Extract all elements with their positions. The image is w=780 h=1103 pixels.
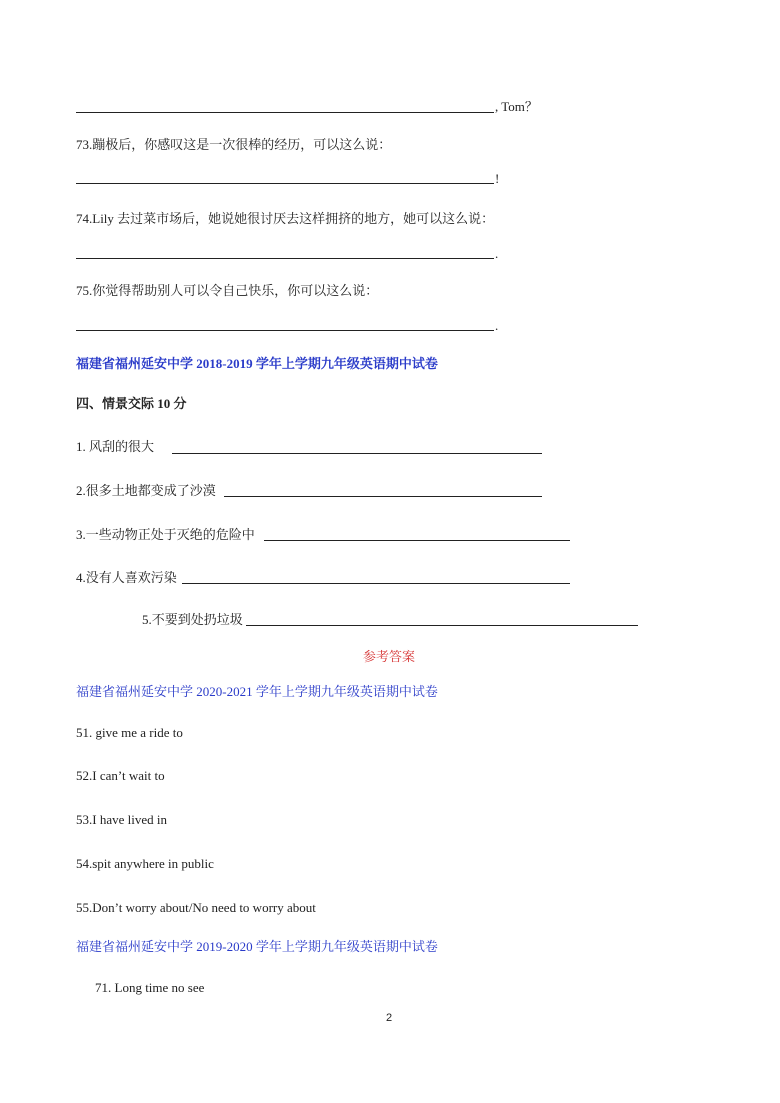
answer-line-item-2 xyxy=(224,496,542,497)
answer-line-73 xyxy=(76,183,494,184)
question-75: 75.你觉得帮助别人可以令自己快乐，你可以这么说： xyxy=(76,283,379,298)
answer-line-item-3 xyxy=(264,540,570,541)
answer-line-item-1 xyxy=(172,453,542,454)
section-2018-title: 福建省福州延安中学 2018-2019 学年上学期九年级英语期中试卷 xyxy=(76,356,438,371)
page-number: 2 xyxy=(386,1012,393,1024)
item-4: 4.没有人喜欢污染 xyxy=(76,570,177,585)
section-2020-title: 福建省福州延安中学 2020-2021 学年上学期九年级英语期中试卷 xyxy=(76,684,438,699)
answer-54: 54.spit anywhere in public xyxy=(76,856,214,871)
part-title: 四、情景交际 10 分 xyxy=(76,396,187,411)
answer-line-item-4 xyxy=(182,583,570,584)
item-5: 5.不要到处扔垃圾 xyxy=(142,612,243,627)
answer-51: 51. give me a ride to xyxy=(76,725,183,740)
answer-line-75 xyxy=(76,330,494,331)
q72-suffix: , Tom？ xyxy=(495,99,538,114)
item-3: 3.一些动物正处于灭绝的危险中 xyxy=(76,527,255,542)
answer-52: 52.I can’t wait to xyxy=(76,768,165,783)
answer-55: 55.Don’t worry about/No need to worry about xyxy=(76,900,316,915)
item-1: 1. 风刮的很大 xyxy=(76,439,155,454)
question-73: 73.蹦极后，你感叹这是一次很棒的经历，可以这么说： xyxy=(76,137,392,152)
q73-suffix: ! xyxy=(495,171,500,186)
answer-line-74 xyxy=(76,258,494,259)
item-2: 2.很多土地都变成了沙漠 xyxy=(76,483,216,498)
answer-53: 53.I have lived in xyxy=(76,812,167,827)
answers-heading: 参考答案 xyxy=(363,649,416,664)
answer-line-72 xyxy=(76,112,494,113)
answer-line-item-5 xyxy=(246,625,638,626)
q74-suffix: . xyxy=(495,246,499,261)
q75-suffix: . xyxy=(495,318,499,333)
answer-71: 71. Long time no see xyxy=(95,980,205,995)
question-74: 74.Lily 去过菜市场后，她说她很讨厌去这样拥挤的地方，她可以这么说： xyxy=(76,211,495,226)
section-2019-title: 福建省福州延安中学 2019-2020 学年上学期九年级英语期中试卷 xyxy=(76,939,438,954)
